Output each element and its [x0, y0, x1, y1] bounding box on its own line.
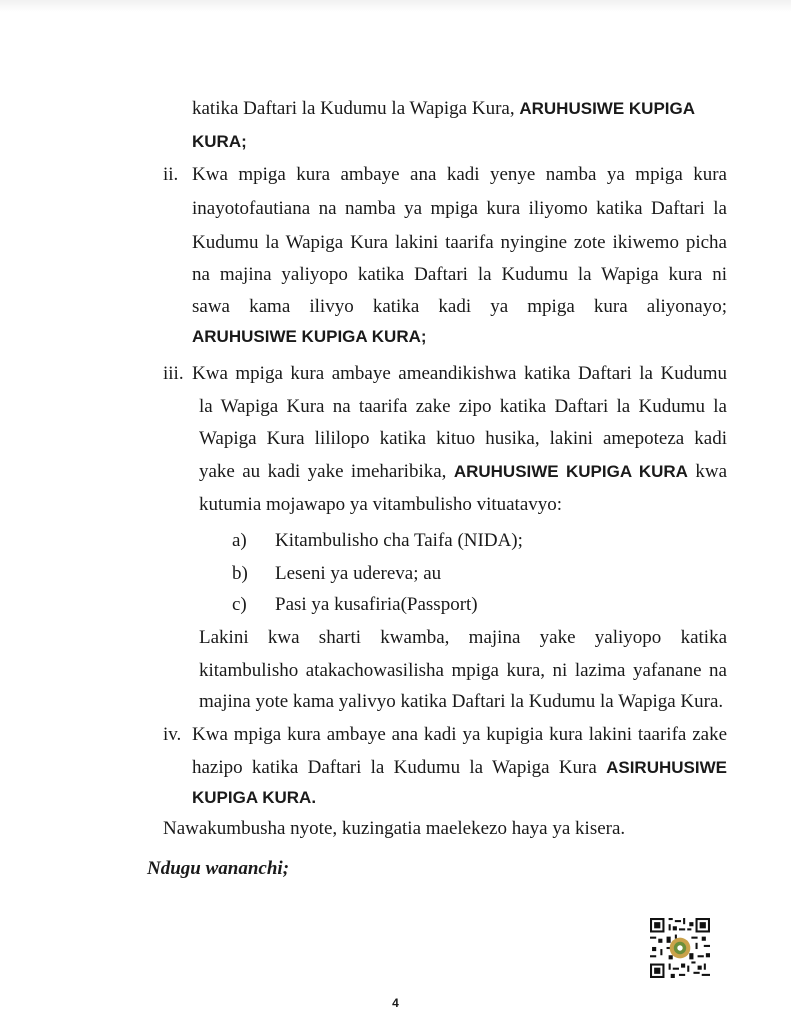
bold-text: ASIRUHUSIWE: [606, 758, 727, 777]
bold-text: ARUHUSIWE KUPIGA KURA: [453, 462, 688, 481]
reminder-text: Nawakumbusha nyote, kuzingatia maelekezo haya ya kisera.: [163, 818, 626, 839]
sub-list-marker: a): [232, 530, 247, 551]
text-line: Kwa mpiga kura ambaye ana kadi yenye namba ya mpiga kura: [192, 164, 727, 185]
text-span: yake au kadi yake imeharibika,: [199, 461, 454, 482]
qr-code-icon: [650, 918, 710, 978]
text-line: kutumia mojawapo ya vitambulisho vituatavyo:: [199, 494, 563, 515]
bold-text: KURA;: [192, 132, 247, 151]
bold-text: ARUHUSIWE KUPIGA KURA;: [192, 327, 427, 346]
text-line: [192, 787, 316, 809]
sub-list-item: Pasi ya kusafiria(Passport): [275, 594, 478, 615]
text-line: Kwa mpiga kura ambaye ana kadi ya kupigia kura lakini taarifa zake: [192, 724, 727, 745]
text-line: Kudumu la Wapiga Kura lakini taarifa nyingine zote ikiwemo picha: [192, 232, 727, 253]
text-line: [192, 131, 247, 153]
text-span: hazipo katika Daftari la Kudumu la Wapiga Kura: [192, 757, 607, 778]
text-line: inayotofautiana na namba ya mpiga kura iliyomo katika Daftari la: [192, 198, 727, 219]
text-line: kitambulisho atakachowasilisha mpiga kura, ni lazima yafanane na: [199, 660, 727, 681]
text-line: Lakini kwa sharti kwamba, majina yake yaliyopo katika: [199, 627, 727, 648]
bold-text: KUPIGA KURA.: [192, 788, 317, 807]
text-line: Wapiga Kura lililopo katika kituo husika, lakini amepoteza kadi: [199, 428, 727, 449]
sub-list-marker: c): [232, 594, 247, 615]
text-line: sawa kama ilivyo katika kadi ya mpiga kura aliyonayo;: [192, 296, 727, 317]
bold-text: ARUHUSIWE KUPIGA: [519, 99, 696, 118]
salutation-heading: Ndugu wananchi;: [147, 858, 290, 879]
list-marker: iv.: [163, 724, 182, 745]
scan-edge: [0, 0, 791, 12]
sub-list-item: Kitambulisho cha Taifa (NIDA);: [275, 530, 523, 551]
list-marker: ii.: [163, 164, 179, 185]
text-line: la Wapiga Kura na taarifa zake zipo katika Daftari la Kudumu la: [199, 396, 727, 417]
text-line: [192, 326, 427, 348]
list-marker: iii.: [163, 363, 184, 384]
text-line: na majina yaliyopo katika Daftari la Kudumu la Wapiga kura ni: [192, 264, 727, 285]
text-span: katika Daftari la Kudumu la Wapiga Kura,: [192, 98, 520, 119]
sub-list-marker: b): [232, 563, 248, 584]
page-number: 4: [392, 996, 399, 1010]
text-line: [192, 98, 695, 120]
text-line: [199, 461, 727, 483]
text-line: majina yote kama yalivyo katika Daftari la Kudumu la Wapiga Kura.: [199, 691, 724, 712]
sub-list-item: Leseni ya udereva; au: [275, 563, 442, 584]
text-line: [192, 757, 727, 779]
text-line: Kwa mpiga kura ambaye ameandikishwa katika Daftari la Kudumu: [192, 363, 727, 384]
text-span: kwa: [687, 461, 728, 482]
